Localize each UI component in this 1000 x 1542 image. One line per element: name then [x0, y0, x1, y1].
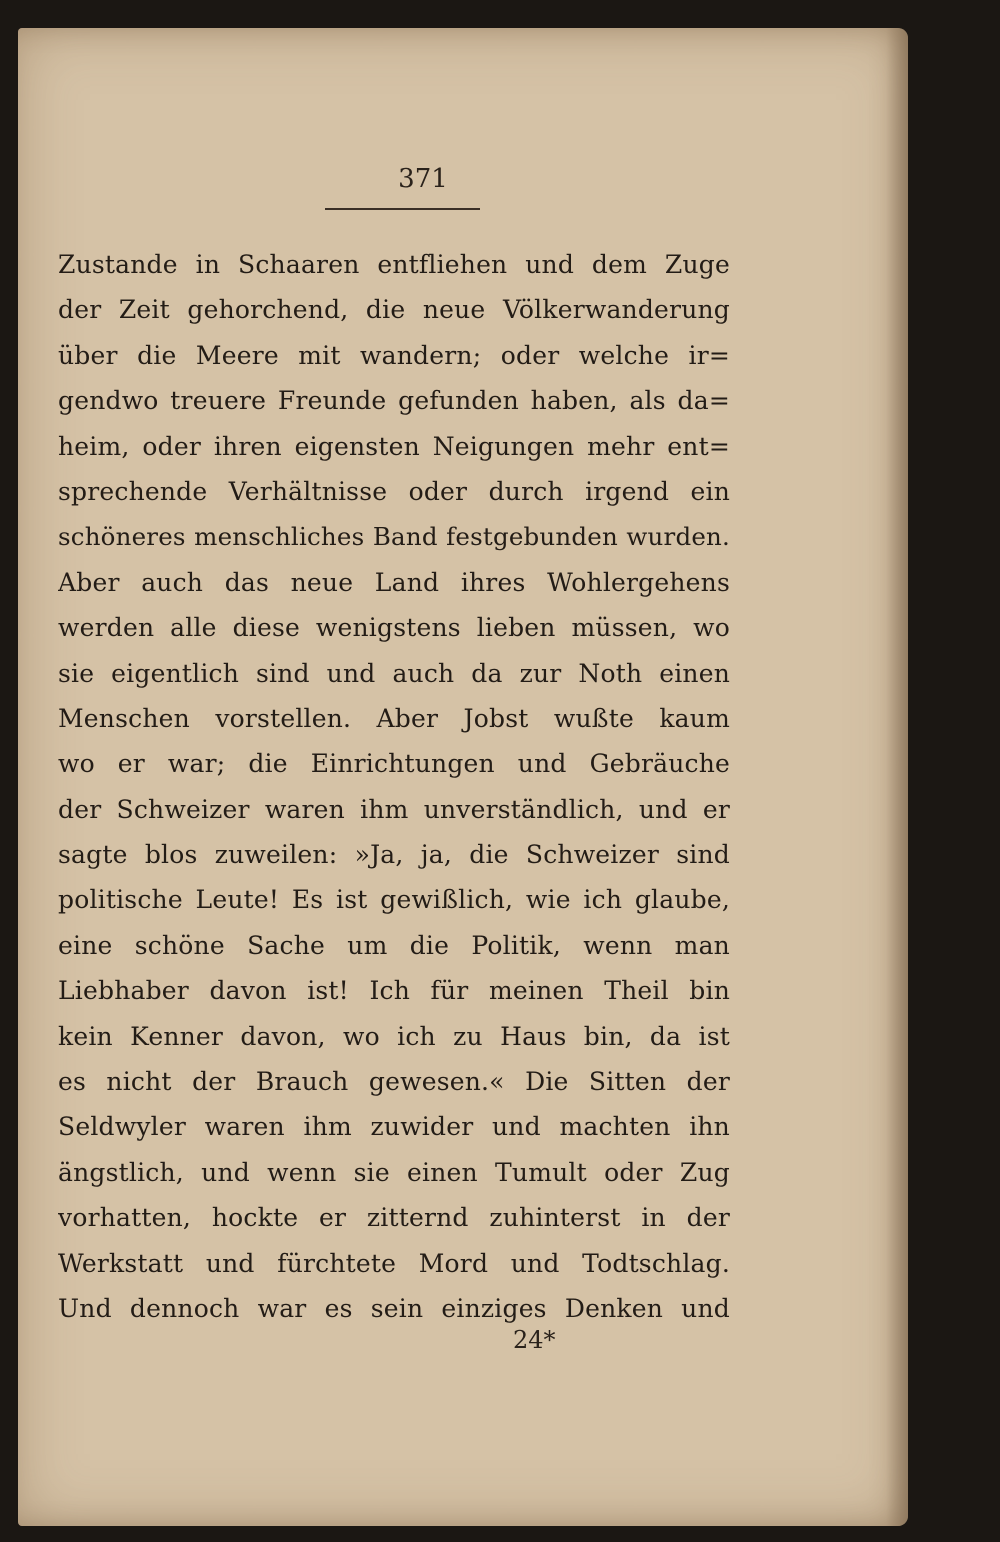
- body-text: [58, 242, 730, 1331]
- page-edge-shadow: [886, 28, 908, 1526]
- header-rule: [325, 208, 480, 210]
- text-line: sprechende Verhältnisse oder durch irgend ein: [58, 476, 730, 506]
- signature-mark: 24*: [513, 1326, 556, 1354]
- text-line: gendwo treuere Freunde gefunden haben, als da=: [58, 386, 730, 416]
- text-line: Seldwyler waren ihm zuwider und machten ihn: [58, 1112, 730, 1142]
- text-line: werden alle diese wenigstens lieben müssen, wo: [58, 613, 730, 643]
- text-line: vorhatten, hockte er zitternd zuhinterst in der: [58, 1203, 730, 1233]
- text-line: schöneres menschliches Band festgebunden wurden.: [58, 522, 730, 552]
- text-line: Und dennoch war es sein einziges Denken und: [58, 1293, 730, 1323]
- text-line: eine schöne Sache um die Politik, wenn man: [58, 930, 730, 960]
- text-line: der Schweizer waren ihm unverständlich, und er: [58, 794, 730, 824]
- text-line: ängstlich, und wenn sie einen Tumult oder Zug: [58, 1157, 730, 1187]
- text-line: Zustande in Schaaren entfliehen und dem Zuge: [58, 250, 730, 279]
- text-line: Menschen vorstellen. Aber Jobst wußte kaum: [58, 703, 730, 733]
- text-line: der Zeit gehorchend, die neue Völkerwanderung: [58, 295, 730, 325]
- book-page: [18, 28, 908, 1526]
- text-line: über die Meere mit wandern; oder welche ir=: [58, 340, 730, 370]
- text-line: sie eigentlich sind und auch da zur Noth einen: [58, 658, 730, 688]
- page-number: 371: [398, 164, 448, 194]
- text-line: heim, oder ihren eigensten Neigungen mehr ent=: [58, 431, 730, 461]
- text-line: Liebhaber davon ist! Ich für meinen Theil bin: [58, 976, 730, 1006]
- text-line: es nicht der Brauch gewesen.« Die Sitten der: [58, 1067, 730, 1097]
- text-line: kein Kenner davon, wo ich zu Haus bin, da ist: [58, 1021, 730, 1051]
- text-line: politische Leute! Es ist gewißlich, wie ich glaube,: [58, 885, 730, 915]
- text-line: sagte blos zuweilen: »Ja, ja, die Schweizer sind: [58, 840, 730, 870]
- text-line: Werkstatt und fürchtete Mord und Todtschlag.: [58, 1248, 730, 1278]
- text-line: Aber auch das neue Land ihres Wohlergehens: [58, 567, 730, 597]
- text-line: wo er war; die Einrichtungen und Gebräuche: [58, 749, 730, 779]
